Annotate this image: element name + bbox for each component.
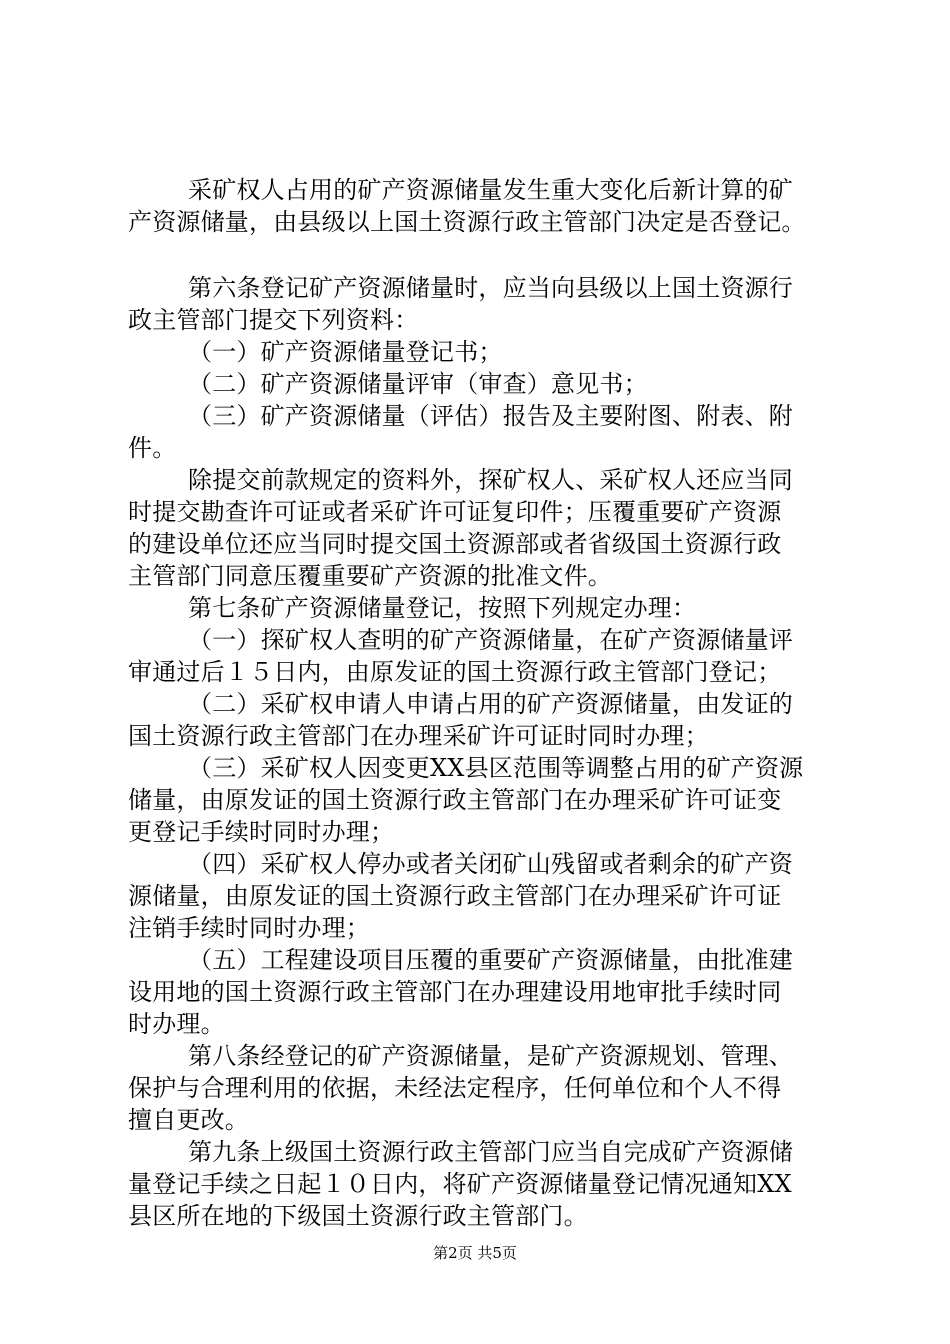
paragraph-line: 审通过后１５日内，由原发证的国土资源行政主管部门登记； <box>128 658 782 686</box>
paragraph-line: （五）工程建设项目压覆的重要矿产资源储量，由批准建 <box>188 946 793 974</box>
paragraph-line: 擅自更改。 <box>128 1106 249 1134</box>
paragraph-line: 县区所在地的下级国土资源行政主管部门。 <box>128 1202 588 1230</box>
paragraph-line: （一）矿产资源储量登记书； <box>188 338 503 366</box>
paragraph-line: 国土资源行政主管部门在办理采矿许可证时同时办理； <box>128 722 709 750</box>
paragraph-line: 件。 <box>128 434 177 462</box>
paragraph-line: 除提交前款规定的资料外，探矿权人、采矿权人还应当同 <box>188 466 793 494</box>
paragraph-line: 产资源储量，由县级以上国土资源行政主管部门决定是否登记。 <box>128 208 806 236</box>
paragraph-line: 时办理。 <box>128 1010 225 1038</box>
paragraph-line: 设用地的国土资源行政主管部门在办理建设用地审批手续时同 <box>128 978 782 1006</box>
paragraph-line: 采矿权人占用的矿产资源储量发生重大变化后新计算的矿 <box>188 176 793 204</box>
paragraph-line: （二）采矿权申请人申请占用的矿产资源储量，由发证的 <box>188 690 793 718</box>
paragraph-line: 第八条经登记的矿产资源储量，是矿产资源规划、管理、 <box>188 1042 793 1070</box>
paragraph-line: （二）矿产资源储量评审（审查）意见书； <box>188 370 648 398</box>
paragraph-line: 政主管部门提交下列资料： <box>128 306 419 334</box>
paragraph-line: 更登记手续时同时办理； <box>128 818 395 846</box>
paragraph-line: 时提交勘查许可证或者采矿许可证复印件；压覆重要矿产资源 <box>128 498 782 526</box>
paragraph-line: 量登记手续之日起１０日内，将矿产资源储量登记情况通知XX <box>128 1170 792 1198</box>
paragraph-line: 主管部门同意压覆重要矿产资源的批准文件。 <box>128 562 612 590</box>
paragraph-line: 保护与合理利用的依据，未经法定程序，任何单位和个人不得 <box>128 1074 782 1102</box>
page-number-footer: 第2页 共5页 <box>433 1244 517 1262</box>
paragraph-line: 源储量，由原发证的国土资源行政主管部门在办理采矿许可证 <box>128 882 782 910</box>
paragraph-line: 储量，由原发证的国土资源行政主管部门在办理采矿许可证变 <box>128 786 782 814</box>
paragraph-line: 第九条上级国土资源行政主管部门应当自完成矿产资源储 <box>188 1138 793 1166</box>
paragraph-line: （三）矿产资源储量（评估）报告及主要附图、附表、附 <box>188 402 793 430</box>
paragraph-line: 注销手续时同时办理； <box>128 914 370 942</box>
paragraph-line: （三）采矿权人因变更XX县区范围等调整占用的矿产资源 <box>188 754 804 782</box>
paragraph-line: 第七条矿产资源储量登记，按照下列规定办理： <box>188 594 697 622</box>
paragraph-line: 第六条登记矿产资源储量时，应当向县级以上国土资源行 <box>188 274 793 302</box>
paragraph-line: （一）探矿权人查明的矿产资源储量，在矿产资源储量评 <box>188 626 793 654</box>
paragraph-line: 的建设单位还应当同时提交国土资源部或者省级国土资源行政 <box>128 530 782 558</box>
paragraph-line: （四）采矿权人停办或者关闭矿山残留或者剩余的矿产资 <box>188 850 793 878</box>
